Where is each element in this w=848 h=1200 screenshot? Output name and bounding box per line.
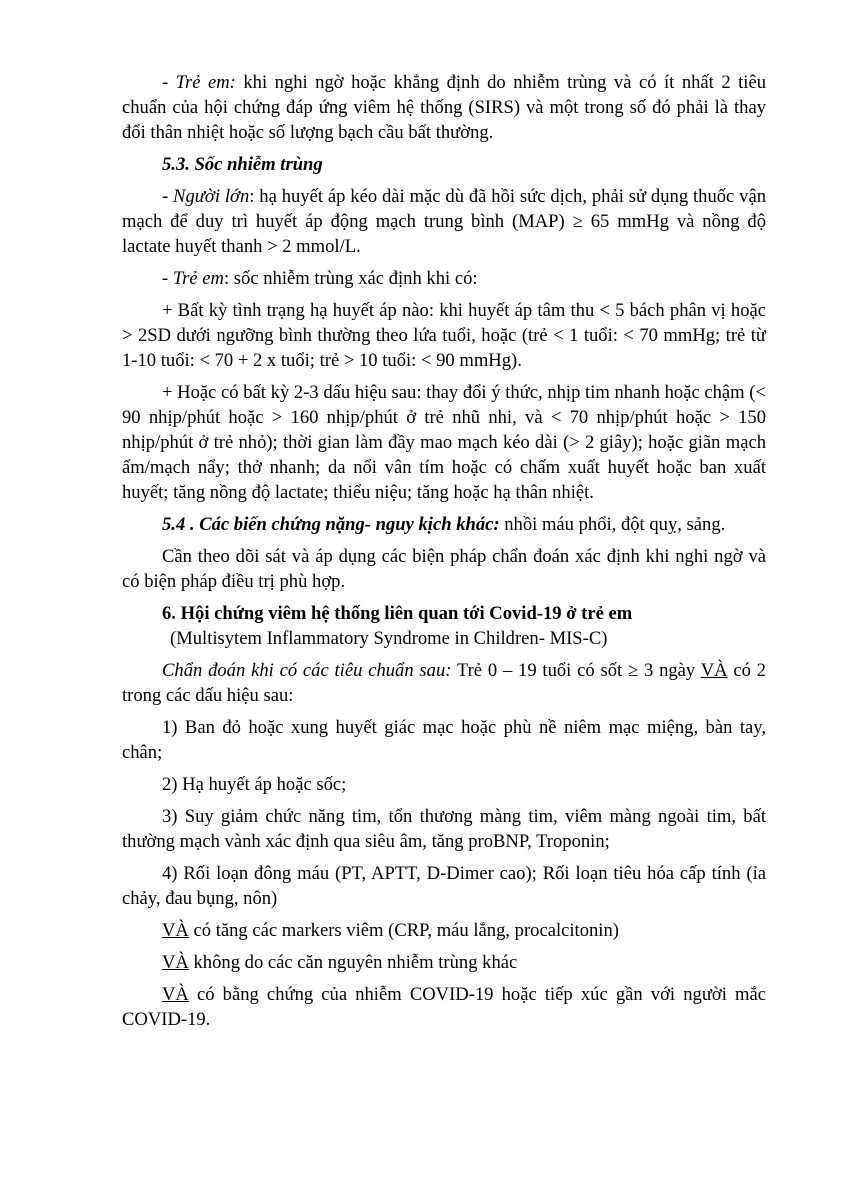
label-children: - Trẻ em bbox=[162, 268, 224, 289]
paragraph-adult-shock bbox=[122, 184, 766, 259]
page-content bbox=[122, 70, 766, 1032]
list-item: 3) Suy giảm chức năng tim, tổn thương màng tim, viêm màng ngoài tim, bất thường mạch vành xác định qua siêu âm, tăng proBNP, Troponin; bbox=[122, 806, 766, 852]
paragraph-text: khi nghi ngờ hoặc khẳng định do nhiễm trùng và có ít nhất 2 tiêu chuẩn của hội chứng đáp ứng viêm hệ thống (SIRS) và một trong số đó phải là thay đổi thân nhiệt hoặc số lượng bạch cầu bất thường. bbox=[122, 72, 766, 143]
paragraph-diagnosis bbox=[122, 658, 766, 708]
paragraph-text: nhồi máu phổi, đột quỵ, sảng. bbox=[499, 514, 726, 535]
paragraph-text: có 2 trong các dấu hiệu sau: bbox=[122, 660, 766, 706]
paragraph-hypotension: + Bất kỳ tình trạng hạ huyết áp nào: khi huyết áp tâm thu < 5 bách phân vị hoặc > 2SD dưới ngưỡng bình thường theo lứa tuổi, hoặc (trẻ < 1 tuổi: < 70 mmHg; trẻ từ 1-10 tuổi: < 70 + 2 x tuổi; trẻ > 10 tuổi: < 90 mmHg). bbox=[122, 300, 766, 371]
va-marker: VÀ bbox=[162, 920, 189, 941]
va-marker: VÀ bbox=[162, 984, 189, 1005]
heading-6-subtitle: (Multisytem Inflammatory Syndrome in Children- MIS-C) bbox=[170, 628, 608, 649]
paragraph-text: : sốc nhiễm trùng xác định khi có: bbox=[223, 268, 478, 289]
label-diagnosis: Chẩn đoán khi có các tiêu chuẩn sau: bbox=[162, 660, 452, 681]
paragraph-monitoring: Cần theo dõi sát và áp dụng các biện pháp chẩn đoán xác định khi nghi ngờ và có biện pháp điều trị phù hợp. bbox=[122, 546, 766, 592]
heading-5-3 bbox=[122, 152, 766, 177]
heading-5-4 bbox=[122, 512, 766, 537]
va-line-text: không do các căn nguyên nhiễm trùng khác bbox=[188, 952, 518, 973]
paragraph-children-shock bbox=[122, 266, 766, 291]
heading-5-4-label: 5.4 . Các biến chứng nặng- nguy kịch khác: bbox=[162, 514, 500, 535]
label-adult: - Người lớn bbox=[162, 186, 250, 207]
paragraph-children-sepsis bbox=[122, 70, 766, 145]
va-marker: VÀ bbox=[162, 952, 189, 973]
heading-5-3-text: 5.3. Sốc nhiễm trùng bbox=[162, 154, 323, 175]
list-item: 4) Rối loạn đông máu (PT, APTT, D-Dimer cao); Rối loạn tiêu hóa cấp tính (ỉa chảy, đau bụng, nôn) bbox=[122, 863, 766, 909]
label-children: - Trẻ em: bbox=[162, 72, 236, 93]
list-item: 2) Hạ huyết áp hoặc sốc; bbox=[162, 774, 347, 795]
va-line-text: có bằng chứng của nhiễm COVID-19 hoặc tiếp xúc gần với người mắc COVID-19. bbox=[122, 984, 766, 1030]
paragraph-text: Trẻ 0 – 19 tuổi có sốt ≥ 3 ngày bbox=[451, 660, 701, 681]
paragraph-text: : hạ huyết áp kéo dài mặc dù đã hồi sức dịch, phải sử dụng thuốc vận mạch để duy trì huyết áp động mạch trung bình (MAP) ≥ 65 mmHg và nồng độ lactate huyết thanh > 2 mmol/L. bbox=[122, 186, 767, 257]
va-line bbox=[122, 950, 766, 975]
va-line bbox=[122, 982, 766, 1032]
paragraph-signs: + Hoặc có bất kỳ 2-3 dấu hiệu sau: thay đổi ý thức, nhịp tim nhanh hoặc chậm (< 90 nhịp/phút hoặc > 160 nhịp/phút ở trẻ nhũ nhi, và < 70 nhịp/phút hoặc > 150 nhịp/phút ở trẻ nhỏ); thời gian làm đầy mao mạch kéo dài (> 2 giây); hoặc giãn mạch ấm/mạch nẩy; thở nhanh; da nổi vân tím hoặc có chấm xuất huyết hoặc ban xuất huyết; tăng nồng độ lactate; thiểu niệu; tăng hoặc hạ thân nhiệt. bbox=[122, 382, 766, 503]
list-item: 1) Ban đỏ hoặc xung huyết giác mạc hoặc phù nề niêm mạc miệng, bàn tay, chân; bbox=[122, 717, 766, 763]
va-line bbox=[122, 918, 766, 943]
va-marker: VÀ bbox=[700, 660, 728, 681]
heading-6 bbox=[122, 601, 766, 626]
heading-6-text: 6. Hội chứng viêm hệ thống liên quan tới Covid-19 ở trẻ em bbox=[162, 603, 633, 624]
va-line-text: có tăng các markers viêm (CRP, máu lắng, procalcitonin) bbox=[188, 920, 619, 941]
